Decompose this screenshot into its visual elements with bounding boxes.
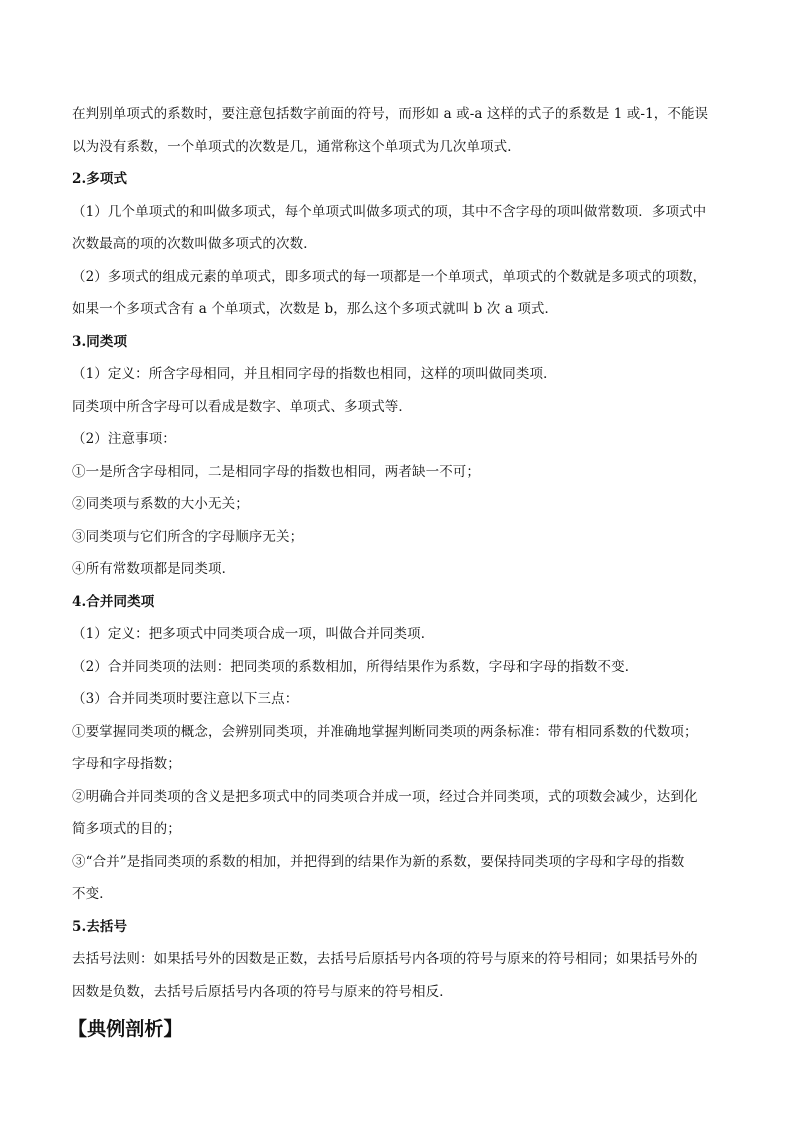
text-line: （1）定义：把多项式中同类项合成一项，叫做合并同类项． [72, 626, 435, 642]
text-line: 简多项式的目的； [72, 821, 181, 837]
text-line: 因数是负数，去括号后原括号内各项的符号与原来的符号相反． [72, 983, 453, 1000]
text-line: （1）定义：所含字母相同，并且相同字母的指数也相同，这样的项叫做同类项． [72, 366, 557, 382]
text-line: ①要掌握同类项的概念，会辨别同类项，并准确地掌握判断同类项的两条标准：带有相同系数的代数项； [72, 723, 698, 740]
text-line: （1）几个单项式的和叫做多项式，每个单项式叫做多项式的项，其中不含字母的项叫做常数项．多项式中 [72, 203, 707, 220]
section-title-examples: 【典例剖析】 [68, 1018, 183, 1040]
text-line: ①一是所含字母相同，二是相同字母的指数也相同，两者缺一不可； [72, 463, 480, 480]
text-line: 去括号法则：如果括号外的因数是正数，去括号后原括号内各项的符号与原来的符号相同；如果括号外的 [72, 951, 698, 967]
section-heading-like-terms: 3.同类项 [72, 333, 128, 350]
text-line: （2）合并同类项的法则：把同类项的系数相加，所得结果作为系数，字母和字母的指数不变． [72, 658, 639, 675]
section-heading-polynomial: 2.多项式 [72, 171, 128, 187]
text-line: ③同类项与它们所含的字母顺序无关； [72, 528, 304, 545]
text-line: 同类项中所含字母可以看成是数字、单项式、多项式等． [72, 398, 412, 415]
section-heading-combine-like-terms: 4.合并同类项 [72, 593, 155, 610]
text-line: ④所有常数项都是同类项． [72, 561, 236, 577]
text-line: 在判别单项式的系数时，要注意包括数字前面的符号，而形如 a 或-a 这样的式子的系数是 1 或-1，不能误 [72, 106, 709, 122]
text-line: 如果一个多项式含有 a 个单项式，次数是 b，那么这个多项式就叫 b 次 a 项式． [72, 301, 559, 317]
text-line: 不变． [72, 886, 113, 902]
text-line: ②明确合并同类项的含义是把多项式中的同类项合并成一项，经过合并同类项，式的项数会减少，达到化 [72, 788, 698, 805]
text-line: 字母和字母指数； [72, 756, 181, 772]
section-heading-remove-brackets: 5.去括号 [72, 918, 128, 935]
document-body [68, 98, 722, 1046]
text-line: （2）注意事项： [72, 431, 176, 447]
text-line: ③“合并”是指同类项的系数的相加，并把得到的结果作为新的系数，要保持同类项的字母和字母的指数 [72, 853, 685, 870]
text-line: 以为没有系数，一个单项式的次数是几，通常称这个单项式为几次单项式． [72, 138, 521, 155]
text-line: 次数最高的项的次数叫做多项式的次数． [72, 236, 317, 252]
text-line: ②同类项与系数的大小无关； [72, 496, 249, 512]
text-line: （3）合并同类项时要注意以下三点： [72, 691, 299, 707]
text-line: （2）多项式的组成元素的单项式，即多项式的每一项都是一个单项式，单项式的个数就是多项式的项数， [72, 268, 707, 285]
